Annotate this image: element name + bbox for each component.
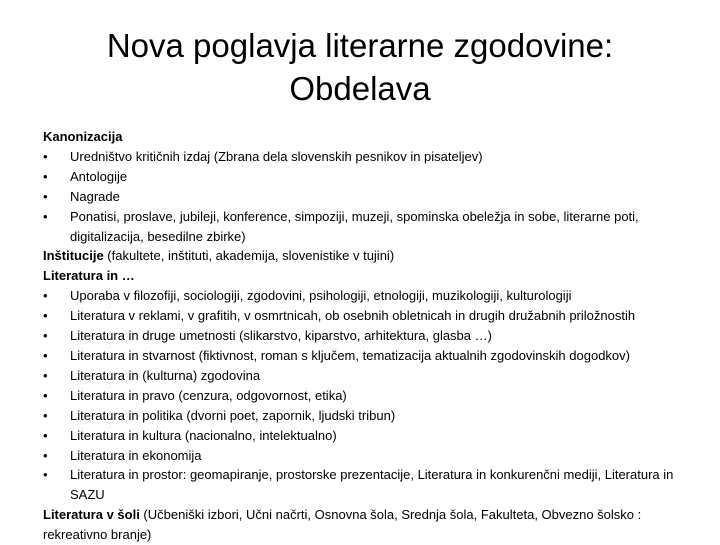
- bullet-icon: •: [43, 148, 48, 164]
- list-item-text: Literatura in politika (dvorni poet, zapornik, ljudski tribun): [70, 407, 396, 423]
- bullet-icon: •: [43, 188, 48, 204]
- section-heading-kanonizacija: [43, 127, 695, 147]
- list-item: [43, 147, 695, 167]
- bullet-icon: •: [43, 308, 48, 324]
- list-item-text: Uporaba v filozofiji, sociologiji, zgodovini, psihologiji, etnologiji, muzikologiji, kulturologiji: [70, 288, 572, 304]
- list-item: [43, 465, 695, 505]
- slide-body: [43, 127, 695, 545]
- bullet-icon: •: [43, 208, 48, 224]
- slide-title-line-1: Nova poglavja literarne zgodovine:: [106, 27, 614, 64]
- list-item: [43, 346, 695, 366]
- bullet-icon: •: [43, 407, 48, 423]
- bullet-icon: •: [43, 387, 48, 403]
- list-item: [43, 366, 695, 386]
- section-institucije: [43, 246, 695, 266]
- list-item-text: Literatura in kultura (nacionalno, intelektualno): [70, 427, 337, 443]
- list-item-text: Antologije: [70, 168, 128, 184]
- slide-title-line-2: Obdelava: [289, 70, 431, 107]
- bullet-icon: •: [43, 288, 48, 304]
- heading-text: Literatura v šoli: [43, 507, 140, 523]
- bullet-icon: •: [43, 367, 48, 383]
- list-item-text: Literatura in druge umetnosti (slikarstvo, kiparstvo, arhitektura, glasba …): [70, 328, 492, 344]
- list-item: [43, 306, 695, 326]
- list-item: [43, 426, 695, 446]
- list-item: [43, 286, 695, 306]
- list-item-text: Literatura in stvarnost (fiktivnost, roman s ključem, tematizacija aktualnih zgodovinskih dogodkov): [70, 347, 630, 363]
- list-item: [43, 446, 695, 466]
- list-item-text: Literatura in prostor: geomapiranje, prostorske prezentacije, Literatura in konkurenčni mediji, Literatura in SAZU: [70, 467, 674, 503]
- list-item-text: Uredništvo kritičnih izdaj (Zbrana dela slovenskih pesnikov in pisateljev): [70, 148, 483, 164]
- section-heading-literatura-in: [43, 266, 695, 286]
- list-item: [43, 326, 695, 346]
- section-literatura-v-soli: [43, 505, 695, 545]
- list-item-text: Literatura in pravo (cenzura, odgovornost, etika): [70, 387, 347, 403]
- list-item: [43, 187, 695, 207]
- list-item-text: Nagrade: [70, 188, 120, 204]
- list-item-text: Literatura in (kulturna) zgodovina: [70, 367, 261, 383]
- bullet-icon: •: [43, 328, 48, 344]
- bullet-icon: •: [43, 447, 48, 463]
- bullet-icon: •: [43, 347, 48, 363]
- heading-text: Kanonizacija: [43, 129, 123, 144]
- section-text: (fakultete, inštituti, akademija, slovenistike v tujini): [103, 248, 395, 264]
- bullet-icon: •: [43, 427, 48, 443]
- bullet-icon: •: [43, 467, 48, 483]
- list-item-text: Literatura in ekonomija: [70, 447, 202, 463]
- bullet-icon: •: [43, 168, 48, 184]
- list-item: [43, 406, 695, 426]
- section-text: (Učbeniški izbori, Učni načrti, Osnovna šola, Srednja šola, Fakulteta, Obvezno šolsko : rekreativno branje): [43, 507, 642, 543]
- list-item-text: Literatura v reklami, v grafitih, v osmrtnicah, ob osebnih obletnicah in drugih družabnih priložnostih: [70, 308, 636, 324]
- heading-text: Inštitucije: [43, 248, 104, 264]
- list-item: [43, 207, 695, 247]
- list-item-text: Ponatisi, proslave, jubileji, konference, simpoziji, muzeji, spominska obeležja in sobe, literarne poti, digitalizacija, besedilne zbirke): [70, 208, 639, 244]
- heading-text: Literatura in …: [43, 268, 135, 284]
- list-item: [43, 167, 695, 187]
- slide-title: [40, 24, 680, 110]
- list-item: [43, 386, 695, 406]
